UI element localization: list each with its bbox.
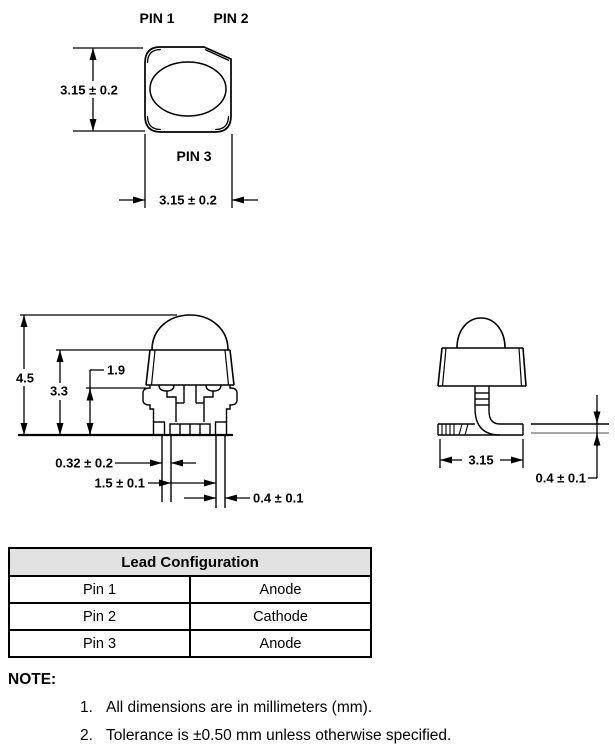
table-row (9, 576, 371, 603)
note-section (8, 671, 598, 755)
pin3-label: PIN 3 (176, 148, 212, 164)
body-height-dim-label: 3.3 (49, 383, 69, 399)
top-view-drawing (0, 0, 615, 240)
note-item-text: All dimensions are in millimeters (mm). (106, 699, 373, 716)
lead-thickness-side-dim-label: 0.4 ± 0.1 (535, 470, 586, 486)
pin1-label: PIN 1 (139, 10, 175, 26)
note-item-text: Tolerance is ±0.50 mm unless otherwise specified. (106, 727, 452, 744)
lead-thickness-dim-label: 0.32 ± 0.2 (55, 455, 113, 471)
note-item (80, 727, 598, 745)
pin-cell: Pin 2 (9, 603, 190, 630)
table-header-row (9, 548, 371, 576)
function-cell: Anode (190, 576, 371, 603)
table-row (9, 630, 371, 657)
function-cell: Anode (190, 630, 371, 657)
top-view-package-outline (145, 47, 231, 132)
dim-lead-thickness-side (588, 395, 597, 478)
table-row (9, 603, 371, 630)
front-view-outline (146, 315, 234, 385)
front-view-leads (162, 435, 225, 508)
top-height-dim-label: 3.15 ± 0.2 (60, 82, 118, 98)
front-side-view-drawing (0, 290, 615, 525)
note-item-number: 2. (80, 727, 93, 744)
base-width-dim-label: 3.15 (468, 452, 494, 468)
lead-width-dim-label: 0.4 ± 0.1 (253, 490, 304, 506)
front-view-clips (143, 385, 237, 435)
dim-standoff (86, 370, 146, 435)
side-view-lead (438, 386, 523, 435)
function-cell: Cathode (190, 603, 371, 630)
note-heading: NOTE: (8, 671, 57, 688)
pin-cell: Pin 1 (9, 576, 190, 603)
total-height-dim-label: 4.5 (15, 370, 35, 386)
top-width-dim-label: 3.15 ± 0.2 (159, 192, 217, 208)
table-title: Lead Configuration (9, 548, 371, 576)
lead-spacing-dim-label: 1.5 ± 0.1 (94, 475, 145, 491)
lens-ellipse (150, 62, 226, 116)
lead-configuration-table (8, 547, 372, 658)
side-view-outline (438, 318, 526, 386)
note-item (80, 699, 598, 717)
standoff-dim-label: 1.9 (107, 362, 126, 378)
pin-cell: Pin 3 (9, 630, 190, 657)
note-items (8, 699, 598, 745)
pin2-label: PIN 2 (213, 10, 249, 26)
note-item-number: 1. (80, 699, 93, 716)
